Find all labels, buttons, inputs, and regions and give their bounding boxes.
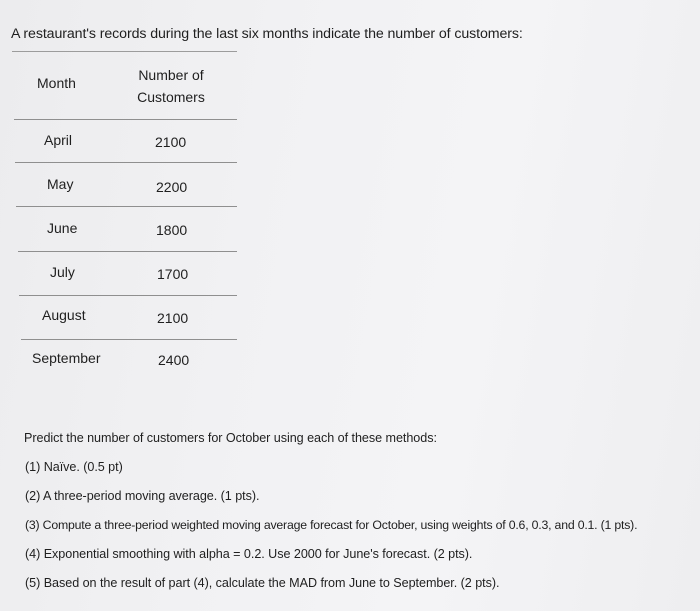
table-row-customers: 2400 [158,352,190,368]
table-row-customers: 1700 [157,266,189,282]
questions-intro: Predict the number of customers for October using each of these methods: [24,431,437,445]
table-row-month: August [42,307,86,323]
question-item: (1) Naïve. (0.5 pt) [25,460,123,474]
table-row-month: September [32,350,101,366]
table-row-customers: 2100 [155,134,187,150]
table-row-customers: 1800 [156,222,188,238]
row-rule [19,295,237,296]
table-row-customers: 2200 [156,179,188,195]
title-underline [12,51,237,52]
header-rule [14,119,237,120]
table-row-month: July [50,264,75,280]
question-item: (4) Exponential smoothing with alpha = 0.2. Use 2000 for June's forecast. (2 pts). [25,547,473,561]
row-rule [21,339,237,340]
row-rule [15,162,237,163]
header-customers-line1: Number of [138,67,204,83]
table-row-month: April [44,132,73,148]
question-item: (2) A three-period moving average. (1 pts). [25,489,260,503]
question-item: (3) Compute a three-period weighted moving average forecast for October, using weights of 0.6, 0.3, and 0.1. (1 pts). [25,518,638,532]
header-number-of-customers [120,64,222,108]
table-row-customers: 2100 [157,310,189,326]
header-customers-line2: Customers [137,89,205,105]
table-row-month: June [47,220,78,236]
header-month: Month [37,75,76,91]
row-rule [18,251,237,252]
row-rule [16,206,237,207]
table-row-month: May [47,176,74,192]
question-item: (5) Based on the result of part (4), calculate the MAD from June to September. (2 pts). [25,576,500,590]
problem-title: A restaurant's records during the last six months indicate the number of customers: [11,26,523,42]
